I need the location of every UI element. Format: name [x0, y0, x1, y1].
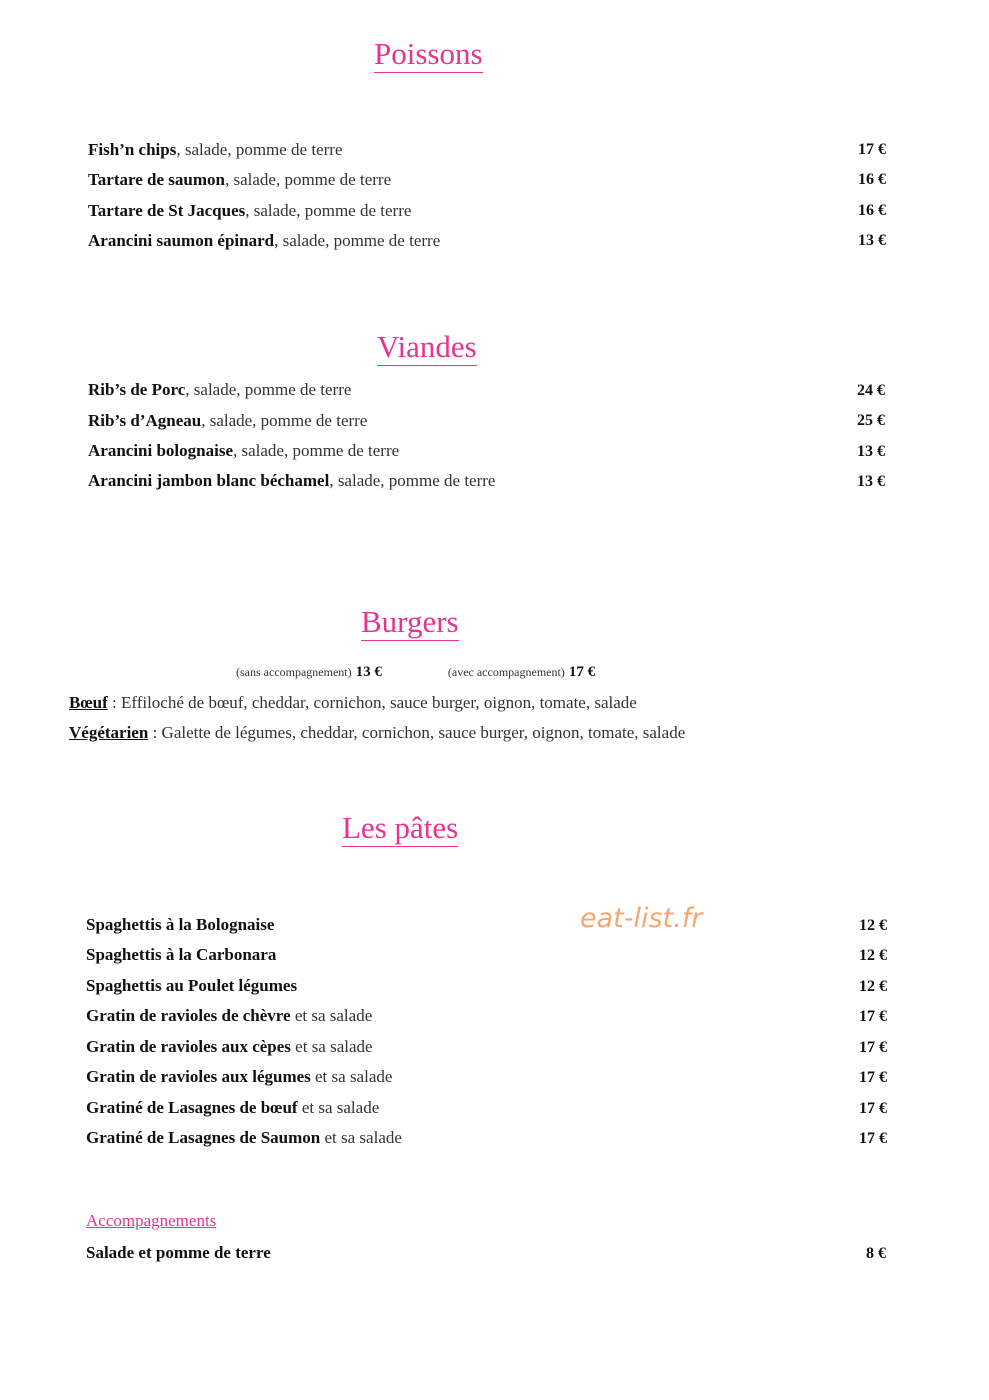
menu-item-viandes-2: [88, 408, 367, 434]
menu-item-pates-5: [86, 1034, 373, 1060]
menu-item-viandes-4: [88, 468, 495, 494]
item-name: Spaghettis au Poulet légumes: [86, 976, 298, 995]
item-price: 17 €: [859, 1100, 887, 1117]
item-name: Gratin de ravioles aux cèpes: [86, 1037, 291, 1056]
item-name: Arancini saumon épinard: [88, 231, 275, 250]
section-title-poissons: Poissons: [374, 36, 483, 71]
item-price: 17 €: [859, 1008, 887, 1025]
section-title-accompagnements: Accompagnements: [86, 1211, 217, 1230]
item-desc: , salade, pomme de terre: [233, 441, 400, 460]
burger-desc: : Effiloché de bœuf, cheddar, cornichon, sauce burger, oignon, tomate, salade: [107, 693, 637, 712]
item-name: Gratin de ravioles aux légumes: [86, 1067, 311, 1086]
burger-price-line: [236, 660, 595, 684]
item-desc: et sa salade: [297, 1098, 380, 1117]
item-price: 13 €: [858, 232, 886, 249]
item-price: 17 €: [859, 1069, 887, 1086]
burger-name: Végétarien: [69, 723, 149, 742]
item-price: 12 €: [859, 917, 887, 934]
item-desc: et sa salade: [320, 1128, 402, 1147]
menu-item-pates-6: [86, 1064, 392, 1090]
item-name: Gratiné de Lasagnes de bœuf: [86, 1098, 298, 1117]
menu-item-poissons-4: [88, 228, 440, 254]
item-desc: , salade, pomme de terre: [274, 231, 441, 250]
item-name: Fish’n chips: [88, 140, 177, 159]
menu-item-pates-3: [86, 973, 297, 999]
item-desc: , salade, pomme de terre: [224, 170, 392, 189]
burger-sans-label: (sans accompagnement): [236, 665, 352, 679]
watermark-text: eat-list.fr: [580, 903, 703, 934]
menu-item-poissons-2: [88, 167, 391, 193]
menu-item-pates-4: [86, 1003, 372, 1029]
item-price: 8 €: [866, 1245, 886, 1262]
item-name: Rib’s d’Agneau: [88, 411, 202, 430]
menu-item-viandes-1: [88, 377, 351, 403]
menu-item-pates-2: [86, 942, 276, 968]
burger-item-boeuf: [69, 690, 637, 716]
item-desc: et sa salade: [290, 1037, 373, 1056]
item-price: 17 €: [859, 1039, 887, 1056]
section-title-burgers: Burgers: [361, 604, 459, 639]
item-name: Gratin de ravioles de chèvre: [86, 1006, 291, 1025]
item-price: 17 €: [858, 141, 886, 158]
item-name: Gratiné de Lasagnes de Saumon: [86, 1128, 321, 1147]
item-name: Spaghettis à la Bolognaise: [86, 915, 275, 934]
burger-item-vegetarien: [69, 720, 685, 746]
burger-avec-price: 17 €: [568, 664, 596, 680]
menu-item-pates-8: [86, 1125, 402, 1151]
item-price: 25 €: [857, 412, 885, 429]
item-desc: et sa salade: [310, 1067, 393, 1086]
item-desc: et sa salade: [290, 1006, 373, 1025]
item-price: 16 €: [858, 202, 886, 219]
item-name: Rib’s de Porc: [88, 380, 186, 399]
item-name: Arancini jambon blanc béchamel: [88, 471, 330, 490]
item-price: 17 €: [859, 1130, 887, 1147]
item-desc: , salade, pomme de terre: [185, 380, 352, 399]
item-name: Spaghettis à la Carbonara: [86, 945, 277, 964]
item-price: 13 €: [857, 443, 885, 460]
item-price: 16 €: [858, 171, 886, 188]
burger-name: Bœuf: [69, 693, 108, 712]
item-price: 12 €: [859, 978, 887, 995]
menu-item-poissons-3: [88, 198, 411, 224]
item-price: 12 €: [859, 947, 887, 964]
menu-item-pates-7: [86, 1095, 379, 1121]
menu-item-poissons-1: [88, 137, 343, 163]
item-name: Arancini bolognaise: [88, 441, 233, 460]
item-name: Tartare de saumon: [88, 170, 225, 189]
section-title-viandes: Viandes: [377, 329, 477, 364]
burger-avec-label: (avec accompagnement): [447, 665, 565, 679]
item-price: 13 €: [857, 473, 885, 490]
burger-desc: : Galette de légumes, cheddar, cornichon, sauce burger, oignon, tomate, salade: [148, 723, 686, 742]
item-desc: , salade, pomme de terre: [201, 411, 368, 430]
item-price: 24 €: [857, 382, 885, 399]
menu-item-pates-1: [86, 912, 274, 938]
item-desc: , salade, pomme de terre: [329, 471, 496, 490]
item-desc: , salade, pomme de terre: [245, 201, 412, 220]
item-name: Tartare de St Jacques: [88, 201, 246, 220]
item-desc: , salade, pomme de terre: [176, 140, 343, 159]
item-name: Salade et pomme de terre: [86, 1243, 271, 1262]
section-title-pates: Les pâtes: [342, 810, 459, 845]
menu-item-viandes-3: [88, 438, 399, 464]
burger-sans-price: 13 €: [355, 664, 382, 680]
menu-item-accompagnement-1: [86, 1240, 271, 1266]
